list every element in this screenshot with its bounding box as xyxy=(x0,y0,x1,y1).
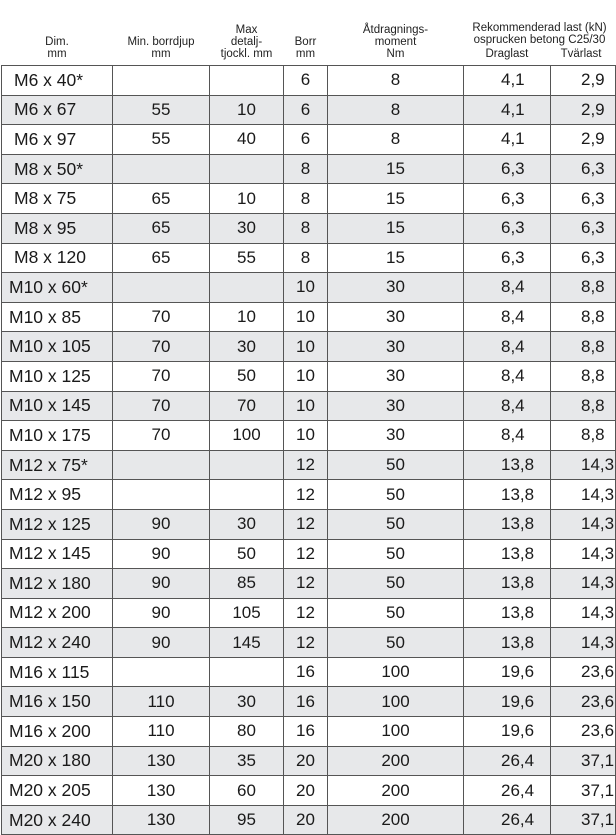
cell-torque: 100 xyxy=(328,657,464,687)
cell-dimension: M10 x 145 xyxy=(2,391,113,421)
header-row xyxy=(2,1,616,66)
cell-max-thickness: 10 xyxy=(210,95,284,125)
cell-max-thickness: 95 xyxy=(210,805,284,835)
cell-shear-load: 23,6 xyxy=(551,717,616,747)
cell-drill: 10 xyxy=(284,361,328,391)
cell-torque: 100 xyxy=(328,717,464,747)
cell-drill: 12 xyxy=(284,509,328,539)
cell-drill: 20 xyxy=(284,776,328,806)
cell-tension-load: 13,8 xyxy=(464,569,551,599)
cell-tension-load: 13,8 xyxy=(464,509,551,539)
cell-tension-load: 26,4 xyxy=(464,805,551,835)
cell-drill-depth xyxy=(113,657,210,687)
cell-dimension: M20 x 205 xyxy=(2,776,113,806)
cell-tension-load: 4,1 xyxy=(464,95,551,125)
table-row xyxy=(2,154,616,184)
cell-max-thickness: 40 xyxy=(210,125,284,155)
cell-drill: 8 xyxy=(284,184,328,214)
cell-max-thickness xyxy=(210,657,284,687)
cell-drill: 12 xyxy=(284,539,328,569)
cell-tension-load: 6,3 xyxy=(464,243,551,273)
cell-drill-depth: 70 xyxy=(113,332,210,362)
cell-dimension: M10 x 125 xyxy=(2,361,113,391)
cell-shear-load: 8,8 xyxy=(551,302,616,332)
cell-torque: 30 xyxy=(328,361,464,391)
cell-torque: 200 xyxy=(328,746,464,776)
cell-torque: 50 xyxy=(328,598,464,628)
cell-torque: 8 xyxy=(328,66,464,96)
table-row xyxy=(2,746,616,776)
cell-max-thickness xyxy=(210,154,284,184)
cell-drill: 8 xyxy=(284,243,328,273)
cell-drill-depth: 70 xyxy=(113,361,210,391)
header-drill-depth: Min. borrdjup mm xyxy=(113,1,210,66)
cell-shear-load: 14,3 xyxy=(551,450,616,480)
cell-max-thickness: 10 xyxy=(210,184,284,214)
cell-shear-load: 2,9 xyxy=(551,125,616,155)
table-row xyxy=(2,480,616,510)
cell-shear-load: 14,3 xyxy=(551,598,616,628)
cell-drill-depth: 70 xyxy=(113,391,210,421)
cell-torque: 8 xyxy=(328,125,464,155)
cell-max-thickness: 145 xyxy=(210,628,284,658)
cell-dimension: M8 x 120 xyxy=(2,243,113,273)
cell-drill-depth xyxy=(113,273,210,303)
table-row xyxy=(2,421,616,451)
cell-torque: 30 xyxy=(328,332,464,362)
table-row xyxy=(2,391,616,421)
cell-dimension: M16 x 200 xyxy=(2,717,113,747)
cell-tension-load: 6,3 xyxy=(464,213,551,243)
cell-shear-load: 8,8 xyxy=(551,361,616,391)
cell-tension-load: 4,1 xyxy=(464,125,551,155)
cell-shear-load: 14,3 xyxy=(551,628,616,658)
cell-drill-depth: 130 xyxy=(113,746,210,776)
cell-drill-depth xyxy=(113,450,210,480)
cell-shear-load: 6,3 xyxy=(551,213,616,243)
cell-drill-depth: 130 xyxy=(113,805,210,835)
cell-dimension: M20 x 240 xyxy=(2,805,113,835)
cell-max-thickness: 50 xyxy=(210,539,284,569)
table-row xyxy=(2,628,616,658)
cell-drill-depth: 90 xyxy=(113,569,210,599)
cell-drill: 6 xyxy=(284,66,328,96)
cell-shear-load: 23,6 xyxy=(551,687,616,717)
cell-drill-depth xyxy=(113,66,210,96)
cell-shear-load: 6,3 xyxy=(551,243,616,273)
cell-tension-load: 13,8 xyxy=(464,480,551,510)
anchor-spec-table xyxy=(1,1,616,835)
cell-max-thickness: 70 xyxy=(210,391,284,421)
header-recommended-load: Rekommenderad last (kN) osprucken betong C25/30 Draglast Tvärlast xyxy=(464,1,616,66)
cell-max-thickness: 30 xyxy=(210,687,284,717)
header-shear-load: Tvärlast xyxy=(560,48,602,60)
cell-torque: 30 xyxy=(328,421,464,451)
cell-drill-depth: 110 xyxy=(113,687,210,717)
cell-drill-depth: 110 xyxy=(113,717,210,747)
cell-drill: 10 xyxy=(284,332,328,362)
cell-drill: 10 xyxy=(284,302,328,332)
cell-dimension: M12 x 200 xyxy=(2,598,113,628)
cell-drill-depth xyxy=(113,154,210,184)
table-row xyxy=(2,805,616,835)
header-drill: Borr mm xyxy=(284,1,328,66)
cell-dimension: M10 x 175 xyxy=(2,421,113,451)
cell-torque: 50 xyxy=(328,539,464,569)
cell-torque: 15 xyxy=(328,213,464,243)
cell-max-thickness: 105 xyxy=(210,598,284,628)
table-row xyxy=(2,569,616,599)
table-row xyxy=(2,302,616,332)
table-row xyxy=(2,243,616,273)
cell-max-thickness: 35 xyxy=(210,746,284,776)
cell-drill: 10 xyxy=(284,273,328,303)
cell-drill-depth: 65 xyxy=(113,184,210,214)
cell-shear-load: 2,9 xyxy=(551,66,616,96)
table-row xyxy=(2,539,616,569)
cell-drill-depth: 65 xyxy=(113,213,210,243)
cell-torque: 50 xyxy=(328,450,464,480)
table-row xyxy=(2,273,616,303)
cell-torque: 200 xyxy=(328,776,464,806)
table-row xyxy=(2,125,616,155)
table-row xyxy=(2,509,616,539)
cell-dimension: M8 x 50* xyxy=(2,154,113,184)
table-row xyxy=(2,687,616,717)
cell-shear-load: 8,8 xyxy=(551,273,616,303)
cell-torque: 30 xyxy=(328,391,464,421)
cell-dimension: M12 x 75* xyxy=(2,450,113,480)
cell-shear-load: 37,1 xyxy=(551,805,616,835)
cell-drill: 12 xyxy=(284,450,328,480)
cell-tension-load: 26,4 xyxy=(464,776,551,806)
cell-max-thickness: 50 xyxy=(210,361,284,391)
cell-max-thickness: 30 xyxy=(210,332,284,362)
cell-dimension: M10 x 60* xyxy=(2,273,113,303)
cell-dimension: M10 x 85 xyxy=(2,302,113,332)
cell-max-thickness: 85 xyxy=(210,569,284,599)
cell-torque: 200 xyxy=(328,805,464,835)
cell-dimension: M6 x 97 xyxy=(2,125,113,155)
cell-drill: 10 xyxy=(284,391,328,421)
cell-tension-load: 8,4 xyxy=(464,361,551,391)
table-row xyxy=(2,717,616,747)
cell-max-thickness xyxy=(210,450,284,480)
cell-shear-load: 2,9 xyxy=(551,95,616,125)
cell-tension-load: 4,1 xyxy=(464,66,551,96)
cell-drill: 16 xyxy=(284,717,328,747)
cell-tension-load: 13,8 xyxy=(464,539,551,569)
cell-torque: 50 xyxy=(328,480,464,510)
cell-dimension: M8 x 95 xyxy=(2,213,113,243)
cell-drill-depth: 90 xyxy=(113,539,210,569)
cell-tension-load: 13,8 xyxy=(464,450,551,480)
cell-drill: 12 xyxy=(284,569,328,599)
cell-drill: 6 xyxy=(284,125,328,155)
cell-tension-load: 8,4 xyxy=(464,391,551,421)
cell-shear-load: 6,3 xyxy=(551,154,616,184)
cell-dimension: M12 x 145 xyxy=(2,539,113,569)
cell-shear-load: 8,8 xyxy=(551,421,616,451)
cell-drill-depth: 70 xyxy=(113,421,210,451)
cell-drill: 10 xyxy=(284,421,328,451)
cell-max-thickness: 100 xyxy=(210,421,284,451)
cell-drill: 6 xyxy=(284,95,328,125)
cell-tension-load: 8,4 xyxy=(464,421,551,451)
cell-drill-depth: 70 xyxy=(113,302,210,332)
cell-drill-depth: 55 xyxy=(113,125,210,155)
cell-shear-load: 37,1 xyxy=(551,776,616,806)
cell-drill-depth: 130 xyxy=(113,776,210,806)
cell-drill: 16 xyxy=(284,687,328,717)
header-tension-load: Draglast xyxy=(485,48,529,60)
cell-max-thickness: 80 xyxy=(210,717,284,747)
table-body xyxy=(2,66,616,835)
cell-drill: 8 xyxy=(284,213,328,243)
cell-dimension: M12 x 180 xyxy=(2,569,113,599)
cell-drill: 16 xyxy=(284,657,328,687)
table-row xyxy=(2,598,616,628)
table-row xyxy=(2,361,616,391)
cell-tension-load: 8,4 xyxy=(464,302,551,332)
header-max-thickness: Max detalj- tjockl. mm xyxy=(210,1,284,66)
cell-torque: 15 xyxy=(328,243,464,273)
cell-torque: 50 xyxy=(328,509,464,539)
header-dim: Dim. mm xyxy=(2,1,113,66)
cell-dimension: M16 x 150 xyxy=(2,687,113,717)
cell-drill: 8 xyxy=(284,154,328,184)
cell-shear-load: 8,8 xyxy=(551,391,616,421)
cell-dimension: M12 x 95 xyxy=(2,480,113,510)
cell-dimension: M6 x 67 xyxy=(2,95,113,125)
header-torque: Åtdragnings- moment Nm xyxy=(328,1,464,66)
cell-drill-depth: 65 xyxy=(113,243,210,273)
cell-drill-depth xyxy=(113,480,210,510)
table-row xyxy=(2,332,616,362)
cell-shear-load: 14,3 xyxy=(551,480,616,510)
cell-torque: 50 xyxy=(328,569,464,599)
cell-shear-load: 14,3 xyxy=(551,539,616,569)
cell-tension-load: 19,6 xyxy=(464,717,551,747)
cell-shear-load: 8,8 xyxy=(551,332,616,362)
cell-drill: 12 xyxy=(284,480,328,510)
cell-dimension: M20 x 180 xyxy=(2,746,113,776)
cell-tension-load: 6,3 xyxy=(464,184,551,214)
cell-dimension: M6 x 40* xyxy=(2,66,113,96)
cell-tension-load: 13,8 xyxy=(464,628,551,658)
cell-torque: 15 xyxy=(328,184,464,214)
cell-tension-load: 6,3 xyxy=(464,154,551,184)
table-row xyxy=(2,657,616,687)
cell-drill: 12 xyxy=(284,598,328,628)
cell-dimension: M10 x 105 xyxy=(2,332,113,362)
cell-max-thickness xyxy=(210,480,284,510)
cell-drill-depth: 90 xyxy=(113,509,210,539)
cell-tension-load: 19,6 xyxy=(464,687,551,717)
cell-drill-depth: 55 xyxy=(113,95,210,125)
table-row xyxy=(2,66,616,96)
cell-max-thickness: 55 xyxy=(210,243,284,273)
table-row xyxy=(2,450,616,480)
cell-shear-load: 14,3 xyxy=(551,509,616,539)
cell-shear-load: 37,1 xyxy=(551,746,616,776)
cell-tension-load: 13,8 xyxy=(464,598,551,628)
cell-tension-load: 8,4 xyxy=(464,332,551,362)
cell-dimension: M8 x 75 xyxy=(2,184,113,214)
cell-max-thickness: 30 xyxy=(210,509,284,539)
cell-torque: 30 xyxy=(328,302,464,332)
cell-shear-load: 6,3 xyxy=(551,184,616,214)
cell-torque: 15 xyxy=(328,154,464,184)
cell-shear-load: 14,3 xyxy=(551,569,616,599)
cell-drill: 12 xyxy=(284,628,328,658)
cell-max-thickness: 60 xyxy=(210,776,284,806)
cell-dimension: M12 x 125 xyxy=(2,509,113,539)
cell-torque: 8 xyxy=(328,95,464,125)
cell-max-thickness xyxy=(210,273,284,303)
table-row xyxy=(2,213,616,243)
cell-max-thickness xyxy=(210,66,284,96)
table-row xyxy=(2,95,616,125)
cell-torque: 50 xyxy=(328,628,464,658)
cell-tension-load: 26,4 xyxy=(464,746,551,776)
cell-drill: 20 xyxy=(284,746,328,776)
cell-tension-load: 19,6 xyxy=(464,657,551,687)
cell-max-thickness: 10 xyxy=(210,302,284,332)
cell-shear-load: 23,6 xyxy=(551,657,616,687)
cell-drill-depth: 90 xyxy=(113,628,210,658)
cell-tension-load: 8,4 xyxy=(464,273,551,303)
cell-max-thickness: 30 xyxy=(210,213,284,243)
cell-drill-depth: 90 xyxy=(113,598,210,628)
cell-torque: 100 xyxy=(328,687,464,717)
cell-dimension: M12 x 240 xyxy=(2,628,113,658)
table-row xyxy=(2,184,616,214)
cell-drill: 20 xyxy=(284,805,328,835)
cell-dimension: M16 x 115 xyxy=(2,657,113,687)
table-row xyxy=(2,776,616,806)
cell-torque: 30 xyxy=(328,273,464,303)
